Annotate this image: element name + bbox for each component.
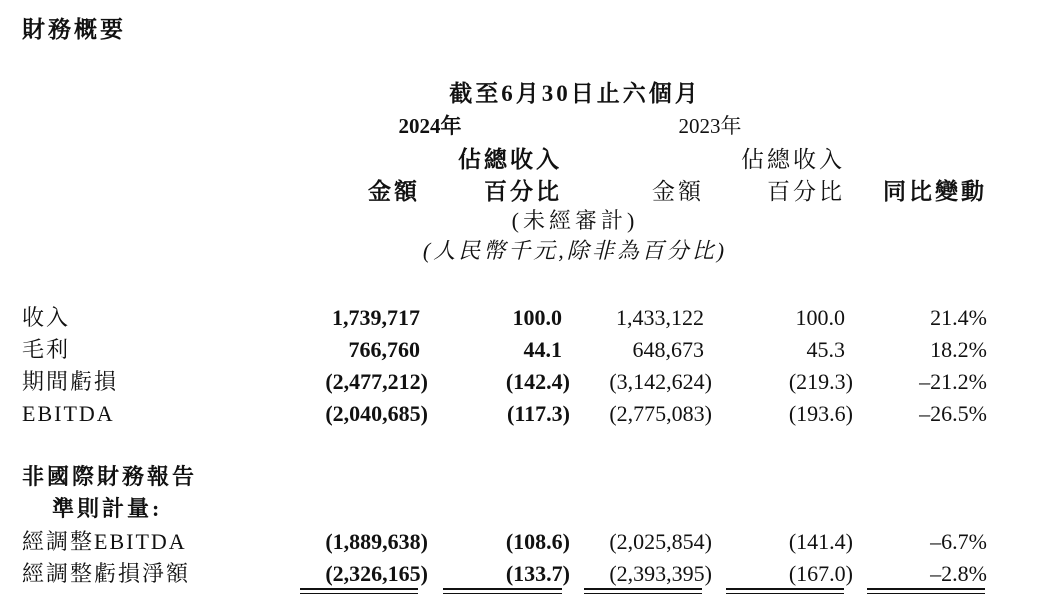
yoy-cell: –26.5% xyxy=(919,401,987,426)
amount-2024-cell: (1,889,638) xyxy=(325,529,428,554)
total-rule-yoy-second xyxy=(867,593,985,594)
pct-2023-cell: 100.0 xyxy=(795,305,845,330)
pct-2024-cell: 44.1 xyxy=(523,337,562,362)
yoy-header: 同比變動 xyxy=(883,179,987,204)
section-title: 財務概要 xyxy=(22,17,126,42)
row-label: EBITDA xyxy=(22,401,115,426)
pct-2023-cell: (219.3) xyxy=(788,369,853,394)
amount-2024-cell: (2,326,165) xyxy=(325,561,428,586)
pct-2023-header: 百分比 xyxy=(767,179,845,204)
pct-2023-cell: (167.0) xyxy=(788,561,853,586)
row-label: 毛利 xyxy=(22,337,71,362)
total-rule-pct-2024 xyxy=(443,588,562,590)
amount-2024-cell: 1,739,717 xyxy=(332,305,420,330)
amount-2023-cell: (2,775,083) xyxy=(609,401,712,426)
amount-2024-cell: 766,760 xyxy=(348,337,420,362)
pct-2024-group-header: 佔總收入 xyxy=(458,147,562,172)
total-rule-pct-2023-second xyxy=(726,593,844,594)
total-rule-amount-2023-second xyxy=(584,593,702,594)
pct-2023-group-header: 佔總收入 xyxy=(741,147,845,172)
pct-2023-cell: (193.6) xyxy=(788,401,853,426)
amount-2023-cell: 1,433,122 xyxy=(616,305,704,330)
amount-2024-cell: (2,040,685) xyxy=(325,401,428,426)
pct-2023-cell: 45.3 xyxy=(806,337,845,362)
non-ifrs-title-line1: 非國際財務報告 xyxy=(22,464,198,489)
unaudited-note: (未經審計) xyxy=(511,208,639,233)
amount-2023-cell: 648,673 xyxy=(632,337,704,362)
yoy-cell: 18.2% xyxy=(930,337,987,362)
yoy-cell: –2.8% xyxy=(930,561,987,586)
row-label: 期間虧損 xyxy=(22,369,119,394)
yoy-cell: –6.7% xyxy=(930,529,987,554)
non-ifrs-title-line2: 準則計量: xyxy=(52,496,163,521)
total-rule-yoy xyxy=(867,588,985,590)
pct-2024-cell: (108.6) xyxy=(505,529,570,554)
amount-2023-cell: (2,393,395) xyxy=(609,561,712,586)
total-rule-amount-2023 xyxy=(584,588,702,590)
period-header: 截至6月30日止六個月 xyxy=(449,81,701,106)
total-rule-pct-2023 xyxy=(726,588,844,590)
total-rule-amount-2024 xyxy=(300,588,418,590)
amount-2024-header: 金額 xyxy=(368,179,420,204)
amount-2023-header: 金額 xyxy=(652,179,704,204)
pct-2024-cell: (117.3) xyxy=(507,401,570,426)
total-rule-amount-2024-second xyxy=(300,593,418,594)
year-2023: 2023年 xyxy=(678,114,742,138)
row-label: 收入 xyxy=(22,305,71,330)
pct-2024-header: 百分比 xyxy=(484,179,562,204)
units-note: (人民幣千元,除非為百分比) xyxy=(422,238,728,263)
row-label: 經調整虧損淨額 xyxy=(22,561,191,586)
amount-2023-cell: (3,142,624) xyxy=(609,369,712,394)
yoy-cell: –21.2% xyxy=(919,369,987,394)
amount-2023-cell: (2,025,854) xyxy=(609,529,712,554)
total-rule-pct-2024-second xyxy=(443,593,562,594)
row-label: 經調整EBITDA xyxy=(22,529,187,554)
yoy-cell: 21.4% xyxy=(930,305,987,330)
pct-2023-cell: (141.4) xyxy=(788,529,853,554)
pct-2024-cell: (142.4) xyxy=(505,369,570,394)
pct-2024-cell: (133.7) xyxy=(505,561,570,586)
pct-2024-cell: 100.0 xyxy=(512,305,562,330)
year-2024: 2024年 xyxy=(398,114,462,138)
amount-2024-cell: (2,477,212) xyxy=(325,369,428,394)
